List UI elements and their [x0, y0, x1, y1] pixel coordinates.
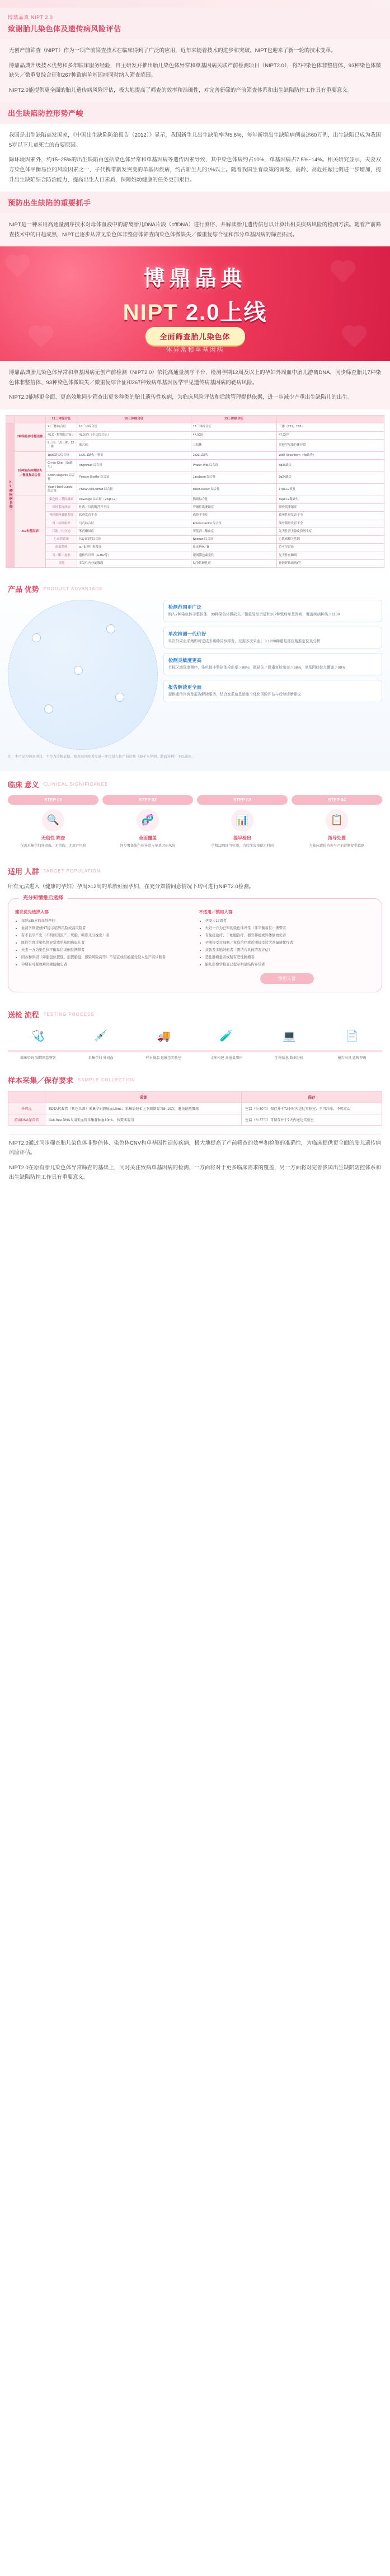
step-tag: STEP 02	[102, 795, 193, 805]
advantage-item	[163, 680, 382, 702]
cell: 致死性骨发育不全	[277, 512, 384, 520]
cell: 18三体综合征	[77, 423, 191, 431]
column-title: 不适用／慎用人群	[199, 909, 233, 915]
page-root	[0, 0, 390, 1202]
list-item: • 夫妻一方为染色体平衡易位或倒位携带者	[21, 947, 191, 953]
heart-icon	[31, 328, 51, 348]
row-sub-label: 神经肌肉骨骼系统	[46, 512, 77, 520]
block-title-en: TARGET POPULATION	[43, 868, 101, 874]
clinical-steps	[8, 795, 382, 849]
computer-icon: 💻	[282, 1030, 296, 1043]
step-title: 全面覆盖	[139, 835, 157, 841]
table-row	[6, 451, 384, 459]
paragraph: 除环境因素外，约15~25%的出生缺陷由包括染色体异常和单基因病等遗传因素导致，其中染色体病约占10%，单基因病占7.5%~14%。相关研究显示，夫妻双方染色体平衡易位的风险因素之一，子代携带新发突变的单基因疾病，约占新生儿的1%以上。随着我国生育政策的调整，高龄、高危妊娠比例进一步增加，提升出生缺陷综合防治能力，提高出生人口素质，保障妇幼健康的任务更加艰巨。	[9, 157, 381, 183]
row-sub-label: 其他	[46, 560, 77, 568]
th-group	[15, 415, 46, 423]
th-col-2: 18三体综合征	[77, 415, 191, 423]
advantage-item-title: 单次检测一代价好	[168, 631, 206, 637]
cell: 结节性硬化症	[191, 560, 277, 568]
clinical-step	[102, 795, 193, 849]
row-sub-label: 染色体／基因组病	[46, 496, 77, 503]
section-title: 预防出生缺陷的重要抓手	[8, 199, 91, 208]
node-dot-icon	[44, 704, 53, 713]
sample-requirements-section	[0, 1071, 390, 1135]
section-title: 出生缺陷防控形势严峻	[8, 109, 84, 118]
advantage-body	[8, 600, 382, 750]
section-title: 致谢胎儿染色体及遗传病风险评估	[8, 25, 121, 33]
flow-label: 临床咨询 知情同意签署	[20, 1056, 56, 1061]
population-column-recommended	[15, 909, 191, 984]
bubble-graphic	[8, 600, 158, 750]
flow-label: 采集孕妇 外周血	[88, 1056, 114, 1061]
list-item: • 既往生育过染色体异常或单基因病患儿者	[21, 940, 191, 946]
block-title-cn: 样本采集／保存要求	[8, 1076, 74, 1085]
paragraph: 博鼎晶典升级技术优势和多年临床服务经验，自主研发并推出胎儿染色体异常和单基因病关联产前检测项目（NIPT2.0），将7种染色体非整倍体、93种染色体微缺失／微重复综合征和267种致病单基因病同时纳入筛查范围。	[9, 62, 381, 79]
advantage-item-text: 目标区域深度测序，染色体非整倍体检出率＞99%，微缺失／微重复检出率＞98%，单基因病位点覆盖＞99%	[168, 666, 346, 670]
row-group-label: 7种染色体非整倍体	[15, 423, 46, 451]
flow-label: 报告出具 遗传咨询	[337, 1056, 366, 1061]
population-lead: 所有无法进入（健康的孕妇）孕周≥12周的单胎妊娠孕妇，在充分知情同意情况下均可进行NIPT2.0检测。	[8, 883, 255, 890]
table-row	[6, 423, 384, 431]
th-col-1: 21三体综合征	[46, 415, 77, 423]
flow-labels-row	[8, 1056, 382, 1061]
section-body-4	[0, 361, 390, 409]
list-item: • 孕期接受过细胞／免疫治疗或近期接受过大剂量放化疗者	[205, 940, 375, 946]
flow-step	[259, 1025, 319, 1047]
paragraph: NIPT2.0通过同步筛查胎儿染色体非整倍体、染色体CNV和单基因性遗传疾病，极大地提高了产前筛查的效率和检测的准确性，为临床提供更全面的胎儿遗传病风险评估。	[9, 1140, 381, 1156]
cell: 心肌病相关基因	[277, 536, 384, 544]
table-row	[6, 512, 384, 520]
column-title: 建议优先选择人群	[15, 909, 49, 915]
table-header-row	[6, 415, 384, 423]
block-title-en: CLINICAL SIGNIFICANCE	[43, 781, 109, 787]
cell: 软骨发育不全	[77, 512, 191, 520]
cell: 47,XYY	[277, 431, 384, 439]
stethoscope-icon: 🩺	[31, 1030, 45, 1043]
cell: Cri-du-Chat（5p缺失）	[46, 459, 77, 472]
cell: 视网膜色素变性	[191, 552, 277, 559]
flow-step	[71, 1025, 131, 1047]
th-col-4	[277, 415, 384, 423]
advantage-note: 注：本产品为筛查项目，不作为诊断依据。筛查高风险者需进一步行侵入性产前诊断（如羊水穿刺、脐血穿刺）予以确诊。	[8, 754, 195, 759]
hero-product-name: NIPT	[123, 300, 178, 325]
cell: 遗传性耳聋（GJB2等）	[77, 552, 191, 559]
table-row	[6, 472, 384, 484]
test-tube-icon: 🧪	[219, 1030, 233, 1043]
advantage-list	[163, 600, 382, 750]
advantage-item-text: 单次外周血采集即可完成多病种同步筛查，无需多次采血；＞1200种重复部位精准定位及分析	[168, 639, 321, 643]
list-item: • 因各种原因（如胎盘位置低、前置胎盘、感染风险高等）不适宜或拒绝接受侵入性产前诊断者	[21, 954, 191, 960]
advantage-item	[163, 653, 382, 675]
cell: 5q35缺失	[277, 459, 384, 472]
cell: 21三体综合征	[46, 423, 77, 431]
step-desc: 同步覆盖染色体异常与单基因病风险	[120, 843, 176, 848]
testing-process-section	[0, 1002, 390, 1071]
table-row	[6, 431, 384, 439]
cell: 多发性内分泌腺瘤	[77, 560, 191, 568]
cell: 血友病A／B	[191, 544, 277, 552]
cell: DiGeorge 综合征（22q11.2）	[77, 496, 191, 503]
population-column-cautioned	[199, 909, 375, 984]
block-title-cn: 产品 优势	[8, 585, 39, 594]
cell: 先天性鱼鳞病	[277, 552, 384, 559]
table-row	[6, 496, 384, 503]
population-card-caption: 充分知情推后选择	[18, 894, 68, 901]
flow-step	[133, 1025, 194, 1047]
section-body-2	[0, 124, 390, 192]
cell: Angelman 综合征	[77, 459, 191, 472]
top-decoration	[0, 0, 390, 8]
table-body	[6, 423, 384, 568]
section-body-3	[0, 213, 390, 246]
hero-brand-title: 博鼎晶典	[143, 267, 247, 291]
flow-step	[196, 1025, 257, 1047]
list-item: • 年龄≥35岁的高龄孕妇	[21, 918, 191, 924]
cell-storage: 室温（6~37℃）可保存并于7天内送达实验室	[242, 1114, 382, 1125]
step-tag: STEP 03	[197, 795, 288, 805]
block-title-en: PRODUCT ADVANTAGE	[43, 586, 103, 592]
cell: 三体（T21、T18）	[277, 423, 384, 431]
disease-coverage-table	[6, 415, 384, 568]
cell-storage: 室温（4~30℃）保存并于72小时内送达实验室；不可冷冻，不可离心	[242, 1103, 382, 1114]
paragraph: 博鼎晶典胎儿染色体异常和单基因病无创产前检测（NIPT2.0）依托高通量测序平台，检测孕期12周及以上的孕妇外周血中胎儿游离DNA，同步筛查胎儿7种染色体非整倍体、93种染色体微缺失／微重复综合征和267种致病单基因医学罕见遗传病基因病的靶病风险。	[9, 370, 381, 386]
cell: 杜氏／贝氏肌营养不良	[77, 503, 191, 511]
cell: Potocki-Shaffer 综合征	[77, 472, 191, 484]
cell-type: 外周血	[8, 1103, 45, 1114]
advantage-item	[163, 600, 382, 622]
cell: 45,X（特纳综合征）	[46, 431, 77, 439]
node-dot-icon	[115, 693, 124, 702]
table-body	[8, 1103, 382, 1125]
row-sub-label: 心血管系统	[46, 536, 77, 544]
cell-type: 游离DNA保存管	[8, 1114, 45, 1125]
cell: α／β-地中海贫血	[77, 544, 191, 552]
magnifier-icon: 🔍	[42, 809, 64, 832]
section-header-1	[0, 8, 390, 39]
cell: 成骨不全症	[191, 512, 277, 520]
node-dot-icon	[74, 666, 83, 675]
step-desc: 孕期12周即可检测，为后续决策留足时间	[210, 843, 274, 848]
hero-ribbon-sub: 体异常和单基因病	[166, 347, 224, 354]
flow-step-label	[259, 1056, 319, 1061]
hero-product-version: 2.0上线	[185, 300, 267, 325]
advantage-illustration	[8, 600, 158, 750]
cell: 13三体综合征	[191, 423, 277, 431]
paragraph: NIPT2.0能提供更全面的胎儿遗传病风险评估，极大地提高了筛查的效率和准确性，对完善新筛的产前筛查体系和出生缺陷防控工作具有重要意义。	[9, 87, 353, 94]
cell: 其他罕见染色体异常	[277, 440, 384, 452]
section-header-3	[0, 192, 390, 213]
cell: 47,XXY（克氏综合征）	[77, 431, 191, 439]
cell: 三倍体	[191, 440, 277, 452]
block-title-en: TESTING PROCESS	[43, 1012, 95, 1018]
list-item: • 夫妇一方为已知的染色体异常（非平衡易位）携带者	[205, 925, 375, 931]
dna-icon: 🧬	[137, 809, 159, 832]
step-tag: STEP 01	[8, 795, 98, 805]
row-sub-label: 骨／结缔组织	[46, 520, 77, 528]
step-tag: STEP 04	[292, 795, 382, 805]
table-row	[8, 1103, 382, 1114]
cell: Yuan-Harel-Lupski 综合征	[46, 484, 77, 496]
cell: 猫眼综合征	[191, 496, 277, 503]
th-storage: 保存	[242, 1091, 382, 1103]
paragraph: NIPT2.0能够更全面、更高效地同步筛查出更多种类的胎儿遗传性疾病，为临床风险评估和后续管理提供依据，进一步减少产重出生缺陷儿的出生。	[9, 394, 353, 401]
th-vert	[6, 415, 15, 423]
th-collection: 采集	[45, 1091, 242, 1103]
block-title-cn: 临床 意义	[8, 780, 39, 789]
chart-icon: 📊	[231, 809, 253, 832]
block-title-cn: 送检 流程	[8, 1011, 39, 1020]
row-sub-label: 神经系统疾病	[46, 503, 77, 511]
advantage-item-text: 纳入7种染色体非整倍体、93种染色体微缺失／微重复综合征和267种致病单基因病，覆盖疾病种类＞1100	[168, 613, 340, 617]
list-item: • 双胎及多胎妊娠者（需结合具体情况评估）	[205, 947, 375, 953]
population-list	[15, 918, 191, 968]
cell: 先天性肾上腺皮质增生症	[277, 528, 384, 535]
cell: 47,XXX	[191, 431, 277, 439]
table-row	[6, 484, 384, 496]
cell: 1q21.1缺失／重复	[77, 451, 191, 459]
cell: 颅骨锁骨发育不全	[277, 520, 384, 528]
flow-step-label	[8, 1056, 68, 1061]
table-row	[6, 440, 384, 452]
cell: 1p36缺失综合征	[46, 451, 77, 459]
node-dot-icon	[106, 624, 115, 633]
cell: 苯丙酮尿症	[77, 528, 191, 535]
cell: Smith-Magenis 综合征	[46, 472, 77, 484]
cautioned-pill: 慎用人群	[260, 973, 314, 984]
cell-collection: EDTA抗凝管（紫色头盖）采集孕妇静脉血10mL，采集后轻柔上下颠倒混匀8~10次，避免剧烈震荡	[45, 1103, 242, 1114]
report-icon: 📋	[326, 809, 348, 832]
table-row	[6, 503, 384, 511]
step-title: 指导处置	[328, 835, 346, 841]
list-item: • 有不良孕产史（不明原因流产、死胎、畸形儿分娩史）者	[21, 932, 191, 939]
flow-progress-bar	[8, 1050, 382, 1052]
footer-notes	[0, 1135, 390, 1202]
step-title: 提早检出	[233, 835, 251, 841]
cell: 马凡综合征	[77, 520, 191, 528]
product-advantage-section	[0, 576, 390, 771]
block-title	[8, 866, 382, 876]
advantage-item	[163, 627, 382, 649]
sample-table	[8, 1091, 382, 1126]
flow-step-label	[196, 1056, 257, 1061]
flow-step-label	[71, 1056, 131, 1061]
table-row	[6, 528, 384, 535]
step-desc: 为临床遗传咨询与产前诊断提供依据	[309, 843, 365, 848]
section-kicker: 博鼎晶典 NIPT 2.0	[8, 15, 53, 20]
cell: 甲基丙二酸血症	[191, 528, 277, 535]
cell: 腓骨肌萎缩症	[277, 503, 384, 511]
list-item: • 胎儿影像学检查已提示明显结构异常者	[205, 962, 375, 968]
disease-table-wrap	[0, 409, 390, 576]
row-sub-label: 代谢／内分泌	[46, 528, 77, 535]
list-item: • 血清学筛查或NT提示临界风险或高风险者	[21, 925, 191, 931]
flow-step	[8, 1025, 68, 1047]
flow-icons-row	[8, 1025, 382, 1047]
list-item: • 恶性肿瘤患者或疑有恶性肿瘤者	[205, 954, 375, 960]
cell: Ehlers-Danlos 综合征	[191, 520, 277, 528]
block-title	[8, 1075, 382, 1085]
paragraph: NIPT2.0在原有胎儿染色体异常筛查的基础上，同时关注致病单基因病的检测，一方面将对于更多临床需求的覆盖，另一方面将对完善我国出生缺陷防控体系和出生缺陷防控工作具有重要意义。	[9, 1164, 381, 1181]
truck-icon: 🚚	[157, 1030, 171, 1043]
flow-step-label	[322, 1056, 382, 1061]
list-item: • 有免疫治疗、干细胞治疗、器官移植或异体输血史者	[205, 932, 375, 939]
th-col-3: 13三体综合征	[191, 415, 277, 423]
flow-step	[322, 1025, 382, 1047]
cell: 长QT间期综合征	[77, 536, 191, 544]
table-row	[6, 552, 384, 559]
cell: Jacobsen 综合征	[191, 472, 277, 484]
hero-ribbon: 全面筛查胎儿染色体	[145, 327, 245, 346]
target-population-section	[0, 859, 390, 1003]
clinical-significance-section	[0, 771, 390, 859]
paragraph: 我国是出生缺陷高发国家，《中国出生缺陷防治报告（2012）》显示，我国新生儿出生缺陷率为5.6%，每年新增出生缺陷病例高达60万例，出生缺陷已成为我国5岁以下儿童死亡的首要原因。	[9, 132, 381, 148]
cell: 17p11.2重复	[277, 484, 384, 496]
cell: Noonan 综合征	[191, 536, 277, 544]
document-icon: 📄	[345, 1030, 359, 1043]
population-list	[199, 918, 375, 968]
advantage-item-title: 检测范围更广泛	[168, 604, 202, 610]
step-title: 无创性 筛查	[41, 835, 65, 841]
cell: Phelan-McDermid 综合征	[77, 484, 191, 496]
table-vertical-label: 21种疾病名称	[6, 423, 15, 568]
paragraph: 无创产前筛查（NIPT）作为一项产前筛查技术在临床得到了广泛的应用，近年来随着技术的进步和突破，NIPT也迎来了新一轮的技术变革。	[9, 48, 336, 54]
syringe-icon: 💉	[94, 1030, 108, 1043]
clinical-step	[197, 795, 288, 849]
block-title	[8, 779, 382, 790]
table-row	[6, 536, 384, 544]
th-type	[8, 1091, 45, 1103]
hero-banner	[0, 246, 390, 361]
cell: 嵌合体	[77, 440, 191, 452]
hero-product-title	[0, 295, 390, 326]
paragraph: NIPT是一种采用高通量测序技术对母体血液中的游离胎儿DNA片段（cffDNA）进行测序、并解读胎儿遗传信息以计算出相关疾病风险的检测方法。随着产前筛查技术中的日趋成熟，NIPT已逐步从常见染色体非整倍体筛查向染色体微缺失／微重复综合征和部分单基因病的筛查拓展。	[9, 222, 381, 238]
row-group-label: 93种染色体微缺失／微重复综合征	[15, 451, 46, 496]
flow-label: 生物信息 数据分析	[275, 1056, 304, 1061]
table-row	[6, 560, 384, 568]
step-desc: 仅需采集孕妇外周血，无创伤、无流产风险	[20, 843, 86, 848]
cell: 9三体、16三体、22三体	[46, 440, 77, 452]
block-title	[8, 1009, 382, 1020]
list-item: • 孕期有可疑致畸因素接触史者	[21, 962, 191, 968]
cell: 神经纤维瘤病I型	[277, 560, 384, 568]
table-row	[6, 544, 384, 552]
section-body-1	[0, 39, 390, 102]
clinical-step	[292, 795, 382, 849]
clinical-step	[8, 795, 98, 849]
flow-label: 样本低温 运输至实验室	[145, 1056, 182, 1061]
row-sub-label: 耳／眼／皮肤	[46, 552, 77, 559]
cell-collection: Cell-free DNA专用采血管采集静脉血10mL，按要求混匀	[45, 1114, 242, 1125]
population-card	[8, 895, 382, 992]
table-row	[6, 459, 384, 472]
advantage-item-title: 报告解读更全面	[168, 684, 202, 690]
population-columns	[15, 909, 375, 984]
heart-icon	[344, 328, 365, 348]
cell: 8q24缺失	[277, 472, 384, 484]
cell: 范可尼贫血	[277, 544, 384, 552]
cell: 16p11.2微缺失	[277, 496, 384, 503]
row-sub-label: 血液系统	[46, 544, 77, 552]
table-row	[6, 520, 384, 528]
cell: 2q33.1缺失	[191, 451, 277, 459]
block-title-en: SAMPLE COLLECTION	[78, 1077, 135, 1082]
list-item: • 孕周＜12周者	[205, 918, 375, 924]
flow-label: 文库构建 高通量测序	[210, 1056, 243, 1061]
flow-step-label	[133, 1056, 194, 1061]
advantage-item-title: 检测灵敏度更高	[168, 657, 202, 664]
table-header-row	[8, 1091, 382, 1103]
block-title-cn: 适用 人群	[8, 867, 39, 876]
node-dot-icon	[32, 633, 41, 642]
table-row	[8, 1114, 382, 1125]
cell: 脊髓性肌萎缩症	[191, 503, 277, 511]
advantage-item-text: 提供遗传咨询及报告解读服务，结合家系信息给出个体化风险评估与后续诊断建议	[168, 693, 301, 697]
section-header-2	[0, 102, 390, 124]
cell: Wolf-Hirschhorn（4p缺失）	[277, 451, 384, 459]
block-title	[8, 584, 382, 594]
cell: Miller-Dieker 综合征	[191, 484, 277, 496]
cell: Prader-Willi 综合征	[191, 459, 277, 472]
row-group-label: 267种基因病	[15, 496, 46, 568]
